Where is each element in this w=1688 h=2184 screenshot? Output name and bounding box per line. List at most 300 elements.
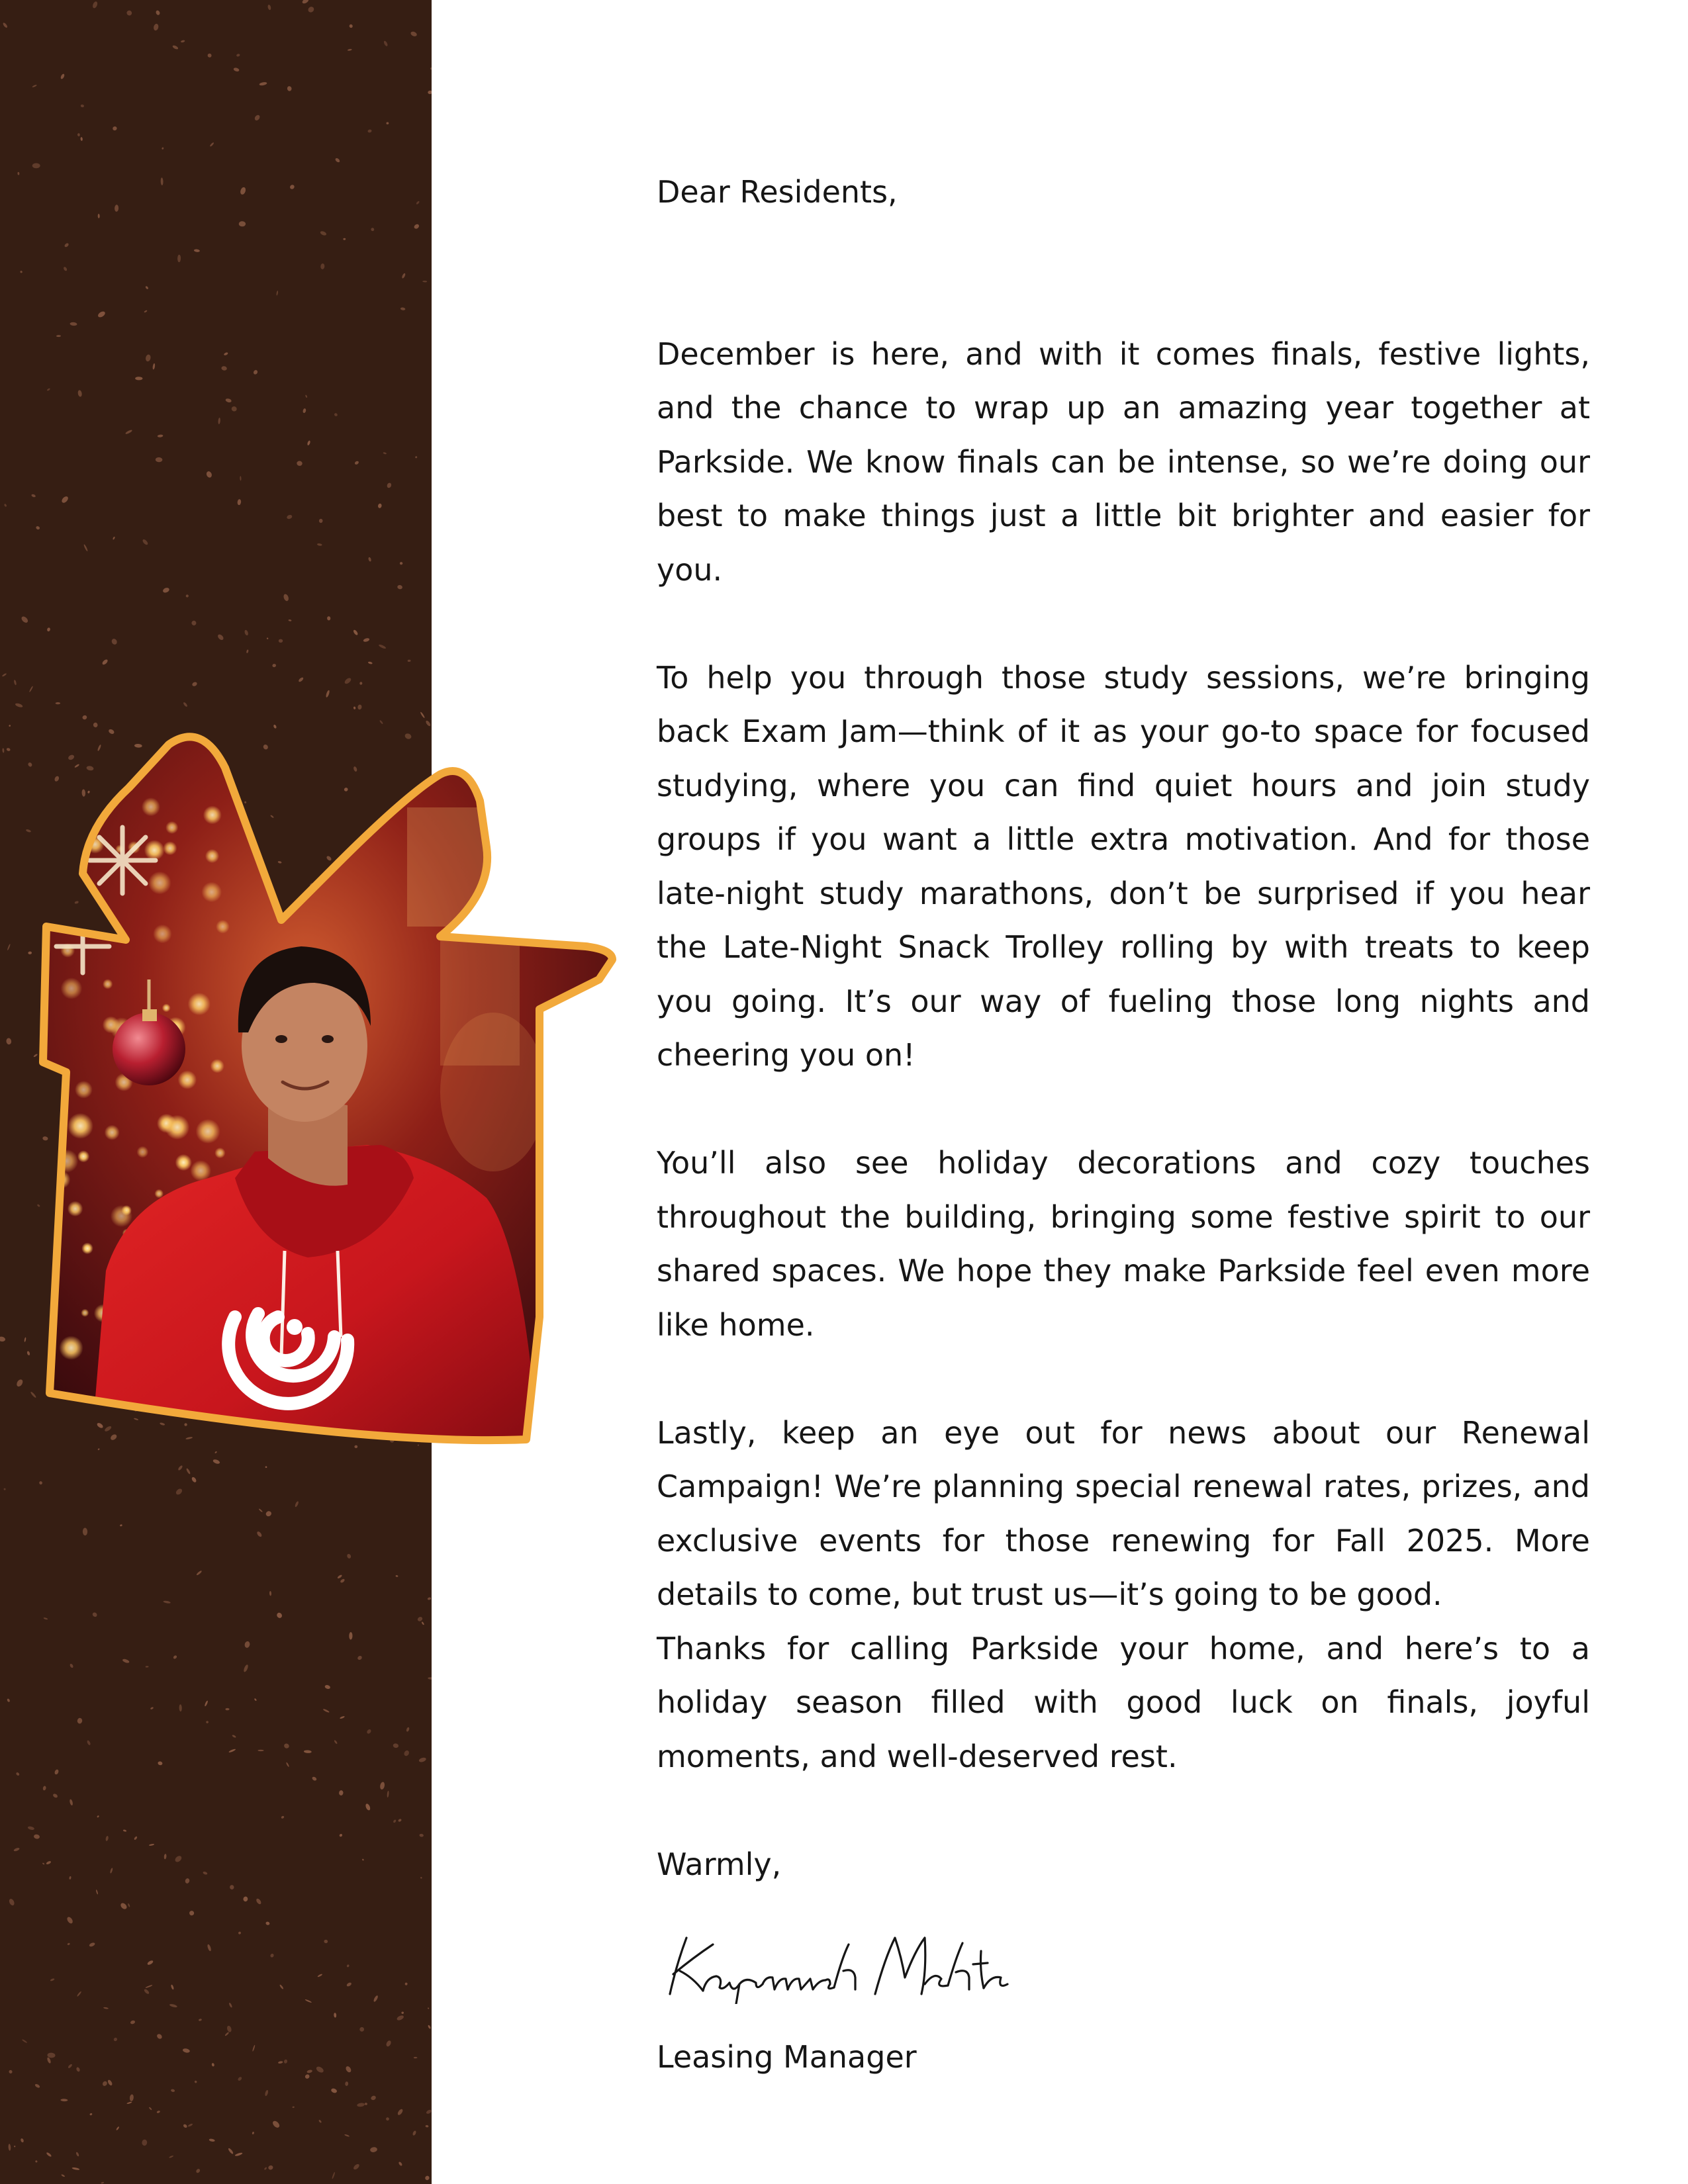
speckle: [113, 2037, 118, 2042]
speckle: [122, 1829, 126, 1832]
speckle: [50, 1978, 54, 1981]
speckle: [63, 266, 68, 271]
speckle: [256, 1531, 263, 1537]
speckle: [113, 536, 115, 539]
speckle: [120, 1902, 128, 1911]
speckle: [324, 1684, 331, 1690]
speckle: [424, 2175, 430, 2181]
speckle: [47, 2052, 56, 2058]
speckle: [252, 2132, 254, 2135]
speckle: [156, 2111, 160, 2114]
bokeh-light: [75, 1081, 93, 1099]
speckle: [403, 1750, 410, 1757]
speckle: [30, 1391, 36, 1398]
bokeh-light: [175, 1154, 192, 1171]
speckle: [32, 163, 40, 169]
speckle: [428, 2007, 430, 2009]
speckle: [317, 1974, 322, 1978]
speckle: [397, 584, 403, 590]
speckle: [306, 2070, 312, 2073]
speckle: [156, 10, 161, 16]
speckle: [95, 1889, 98, 1895]
bokeh-light: [162, 1004, 171, 1013]
speckle: [231, 406, 237, 412]
speckle: [177, 255, 181, 263]
speckle: [46, 1860, 52, 1865]
speckle: [46, 2152, 52, 2157]
speckle: [148, 2107, 152, 2111]
speckle: [237, 2076, 242, 2081]
speckle: [320, 230, 327, 236]
speckle: [346, 1981, 352, 1987]
speckle: [42, 1786, 46, 1791]
speckle: [258, 1508, 263, 1512]
speckle: [416, 201, 420, 205]
speckle: [144, 1988, 150, 1995]
speckle: [52, 1793, 58, 1798]
speckle: [357, 2103, 365, 2107]
speckle: [204, 1700, 208, 1707]
speckle: [418, 1757, 427, 1763]
speckle: [153, 23, 159, 31]
speckle: [344, 2134, 350, 2137]
speckle: [397, 2109, 403, 2116]
speckle: [15, 1379, 24, 1388]
speckle: [125, 429, 133, 434]
speckle: [156, 2033, 164, 2040]
speckle: [102, 2080, 109, 2087]
speckle: [126, 9, 133, 17]
speckle: [87, 1740, 91, 1746]
speckle: [144, 310, 148, 313]
speckle: [256, 1897, 262, 1905]
speckle: [173, 1655, 177, 1659]
speckle: [238, 1931, 241, 1934]
speckle: [332, 2171, 336, 2179]
speckle: [305, 2073, 310, 2079]
salutation: Dear Residents,: [657, 174, 898, 210]
speckle: [401, 273, 406, 279]
bokeh-light: [81, 1243, 93, 1255]
speckle: [413, 223, 420, 230]
speckle: [134, 1836, 138, 1841]
speckle: [77, 133, 80, 136]
speckle: [105, 1836, 109, 1841]
speckle: [271, 2120, 281, 2129]
paragraph-exam-jam: To help you through those study sessions, we’re bringing back Exam Jam—think of it as your go-to space for focused studying, where you can find quiet hours and join study groups if you want a little extra motivation. And for those late-night study marathons, don’t be surprised if you hear the Late-Night Snack Trolley rolling by with treats to keep you going. It’s our way of fueling those long nights and cheering you on!: [657, 659, 1590, 1073]
speckle: [122, 1659, 130, 1664]
speckle: [179, 1704, 182, 1711]
speckle: [174, 1854, 183, 1863]
speckle: [337, 1574, 342, 1579]
speckle: [412, 2130, 416, 2136]
speckle: [410, 30, 418, 37]
speckle: [43, 1617, 48, 1619]
speckle: [196, 1570, 203, 1576]
speckle: [377, 503, 382, 508]
speckle: [39, 1480, 43, 1484]
speckle: [71, 2167, 79, 2170]
bokeh-light: [178, 1070, 197, 1089]
bokeh-light: [214, 1148, 225, 1158]
bokeh-light: [111, 1205, 132, 1227]
speckle: [15, 703, 23, 708]
speckle: [8, 2144, 11, 2151]
speckle: [400, 307, 406, 310]
speckle: [230, 1885, 234, 1890]
speckle: [27, 1826, 34, 1831]
speckle: [83, 544, 88, 552]
speckle: [419, 1833, 424, 1837]
speckle: [22, 2039, 28, 2044]
speckle: [387, 482, 393, 489]
speckle: [225, 398, 232, 403]
bokeh-light: [201, 882, 222, 903]
speckle: [103, 2007, 109, 2009]
speckle: [152, 363, 156, 370]
speckle: [13, 680, 17, 686]
speckle: [258, 1750, 263, 1752]
speckle: [185, 594, 189, 598]
speckle: [386, 122, 389, 124]
speckle: [129, 2094, 134, 2101]
speckle: [182, 2048, 190, 2053]
speckle: [393, 1743, 399, 1749]
speckle: [169, 2155, 173, 2158]
bokeh-light: [137, 1146, 149, 1158]
speckle: [203, 1871, 208, 1875]
speckle: [318, 2119, 322, 2123]
speckle: [218, 418, 220, 424]
bokeh-light: [59, 1336, 83, 1359]
speckle: [366, 1729, 372, 1735]
speckle: [357, 704, 363, 710]
speckle: [298, 676, 304, 682]
speckle: [276, 291, 278, 296]
speckle: [205, 471, 212, 478]
speckle: [27, 762, 32, 768]
speckle: [286, 1762, 290, 1767]
speckle: [83, 1527, 87, 1535]
speckle: [237, 499, 241, 506]
paragraph-thanks: Thanks for calling Parkside your home, and here’s to a holiday season filled with good luck on finals, joyful moments, and well-deserved rest.: [657, 1630, 1590, 1774]
bokeh-light: [188, 993, 211, 1015]
speckle: [8, 1898, 15, 1907]
speckle: [305, 394, 308, 398]
speckle: [60, 2099, 68, 2101]
speckle: [46, 627, 50, 632]
speckle: [158, 434, 164, 437]
speckle: [304, 1750, 312, 1753]
speckle: [228, 2148, 234, 2155]
speckle: [422, 281, 427, 283]
speckle: [56, 702, 60, 704]
speckle: [61, 495, 70, 504]
speckle: [346, 1553, 352, 1559]
speckle: [246, 649, 249, 653]
speckle: [346, 1964, 350, 1968]
speckle: [111, 638, 118, 646]
speckle: [209, 2138, 215, 2142]
speckle: [69, 1876, 71, 1880]
speckle: [36, 525, 40, 530]
speckle: [324, 1939, 328, 1943]
speckle: [14, 2146, 16, 2148]
speckle: [61, 2174, 65, 2177]
speckle: [357, 1655, 363, 1661]
speckle: [171, 2089, 175, 2092]
speckle: [146, 1666, 149, 1668]
speckle: [349, 1632, 352, 1640]
speckle: [239, 221, 246, 226]
speckle: [20, 2138, 24, 2142]
speckle: [320, 263, 325, 269]
speckle: [60, 73, 66, 79]
speckle: [107, 2079, 113, 2087]
speckle: [169, 2003, 178, 2008]
speckle: [17, 172, 19, 175]
speckle: [147, 1960, 154, 1966]
speckle: [156, 457, 163, 463]
bokeh-light: [103, 979, 113, 989]
speckle: [428, 1677, 432, 1680]
bokeh-light: [211, 1059, 224, 1073]
speckle: [244, 1641, 251, 1648]
bokeh-light: [61, 978, 83, 999]
speckle: [305, 1999, 312, 2003]
speckle: [80, 137, 83, 141]
speckle: [2, 22, 8, 28]
speckle: [283, 1743, 290, 1749]
signature: [657, 1931, 1014, 2004]
speckle: [365, 1803, 371, 1811]
speckle: [236, 54, 240, 58]
bokeh-light: [144, 840, 165, 860]
speckle: [4, 504, 7, 507]
gift-photo-frame: [36, 721, 632, 1469]
speckle: [330, 2087, 338, 2093]
speckle: [9, 725, 11, 727]
speckle: [142, 2139, 148, 2146]
speckle: [207, 1944, 211, 1952]
speckle: [2, 673, 7, 677]
speckle: [97, 1815, 99, 1818]
speckle: [259, 81, 267, 86]
speckle: [334, 412, 338, 417]
bokeh-light: [190, 1160, 211, 1181]
speckle: [340, 1715, 345, 1719]
speckle: [126, 2101, 132, 2105]
speckle: [34, 2083, 40, 2089]
speckle: [427, 1597, 431, 1600]
speckle: [408, 660, 411, 662]
speckle: [172, 44, 179, 50]
speckle: [254, 114, 261, 121]
speckle: [28, 951, 32, 954]
speckle: [7, 1698, 11, 1702]
speckle: [425, 2125, 428, 2128]
speckle: [267, 5, 271, 11]
speckle: [75, 2067, 80, 2072]
speckle: [3, 1488, 5, 1490]
speckle: [31, 494, 36, 498]
bokeh-light: [203, 805, 222, 824]
speckle: [252, 2045, 256, 2052]
speckle: [24, 1337, 26, 1342]
speckle: [54, 1769, 59, 1775]
speckle: [368, 661, 373, 664]
speckle: [359, 2026, 365, 2032]
speckle: [244, 629, 249, 636]
speckle: [295, 1501, 299, 1508]
bokeh-light: [68, 1201, 83, 1216]
speckle: [56, 335, 61, 337]
speckle: [385, 2116, 390, 2121]
speckle: [110, 1868, 113, 1874]
speckle: [307, 440, 311, 445]
bokeh-light: [163, 841, 177, 855]
bokeh-light: [196, 1119, 220, 1144]
speckle: [21, 615, 29, 624]
speckle: [364, 2103, 367, 2106]
speckle: [430, 67, 432, 69]
speckle: [323, 1708, 330, 1713]
speckle: [395, 1575, 398, 1577]
speckle: [67, 1942, 70, 1945]
speckle: [286, 514, 293, 520]
speckle: [362, 1858, 364, 1861]
bokeh-light: [165, 821, 178, 834]
speckle: [191, 681, 197, 687]
speckle: [370, 2147, 378, 2153]
speckle: [70, 1663, 74, 1668]
speckle: [211, 2063, 214, 2067]
speckle: [75, 2152, 79, 2157]
bokeh-light: [105, 1125, 120, 1140]
speckle: [162, 587, 170, 594]
speckle: [92, 1, 99, 9]
closing: Warmly,: [657, 1846, 782, 1882]
speckle: [370, 2095, 377, 2101]
speckle: [15, 1772, 20, 1776]
speckle: [265, 1921, 270, 1926]
speckle: [345, 2081, 348, 2086]
bokeh-light: [216, 920, 230, 934]
speckle: [421, 1621, 424, 1625]
speckle: [426, 2109, 432, 2115]
speckle: [312, 1776, 318, 1782]
speckle: [398, 2161, 402, 2167]
speckle: [145, 1985, 152, 1989]
speckle: [417, 1616, 424, 1622]
bokeh-light: [81, 1309, 89, 1317]
signer-title: Leasing Manager: [657, 2039, 917, 2075]
speckle: [206, 1721, 209, 1724]
bokeh-light: [148, 872, 171, 895]
speckle: [339, 1790, 344, 1796]
speckle: [334, 2013, 336, 2018]
speckle: [359, 682, 362, 685]
speckle: [158, 1761, 163, 1766]
speckle: [319, 519, 323, 523]
speckle: [379, 1782, 385, 1790]
speckle: [69, 1799, 73, 1805]
letter-body: [657, 165, 1590, 2085]
speckle: [283, 2059, 287, 2064]
speckle: [264, 2167, 267, 2170]
speckle: [272, 664, 277, 668]
speckle: [415, 456, 418, 459]
speckle: [130, 2020, 136, 2025]
speckle: [194, 249, 200, 252]
speckle: [265, 1510, 272, 1518]
speckle: [77, 1991, 82, 1997]
speckle: [269, 1591, 271, 1596]
speckle: [46, 388, 50, 391]
speckle: [334, 1740, 338, 1745]
speckle: [334, 158, 340, 163]
speckle: [97, 310, 106, 318]
speckle: [183, 2124, 188, 2129]
speckle: [428, 90, 432, 94]
speckle: [160, 177, 163, 185]
speckle: [175, 1488, 183, 1496]
speckle: [64, 242, 69, 248]
speckle: [281, 1815, 285, 1819]
speckle: [387, 1791, 389, 1798]
speckle: [278, 2061, 283, 2064]
speckle: [29, 686, 34, 692]
speckle: [101, 659, 109, 666]
speckle: [120, 1524, 122, 1527]
paragraph-finals: December is here, and with it comes finals, festive lights, and the chance to wrap up an amazing year together at Parkside. We know finals can be intense, so we’re doing our best to make things just a little bit brighter and easier for you.: [657, 336, 1590, 588]
speckle: [91, 1612, 97, 1617]
speckle: [89, 1942, 95, 1947]
speckle: [279, 639, 283, 643]
speckle: [89, 2113, 93, 2115]
speckle: [383, 40, 389, 47]
speckle: [209, 142, 214, 147]
speckle: [253, 369, 259, 375]
speckle: [401, 2012, 404, 2014]
speckle: [420, 711, 425, 718]
speckle: [224, 352, 229, 356]
speckle: [267, 2165, 273, 2171]
speckle: [404, 1982, 408, 1985]
speckle: [9, 2070, 13, 2074]
speckle: [35, 2160, 38, 2163]
speckle: [81, 715, 87, 721]
speckle: [243, 1664, 249, 1672]
speckle: [398, 1819, 402, 1823]
bokeh-light: [153, 925, 171, 943]
speckle: [26, 829, 32, 833]
speckle: [162, 147, 164, 150]
speckle: [226, 2025, 232, 2032]
paragraph-renewal: Lastly, keep an eye out for news about our Renewal Campaign! We’re planning special renewal rates, prizes, and exclusive events for those renewing for Fall 2025. More details to come, but trust us—it’s going to be good.: [657, 1414, 1590, 1612]
bokeh-light: [205, 849, 219, 863]
speckle: [353, 706, 356, 709]
speckle: [171, 1984, 175, 1989]
speckle: [279, 1984, 284, 1989]
speckle: [385, 2040, 392, 2047]
speckle: [228, 1749, 236, 1753]
speckle: [163, 1600, 171, 1604]
speckle: [6, 748, 11, 752]
speckle: [287, 86, 292, 92]
speckle: [112, 126, 117, 131]
bokeh-light: [154, 1189, 164, 1199]
